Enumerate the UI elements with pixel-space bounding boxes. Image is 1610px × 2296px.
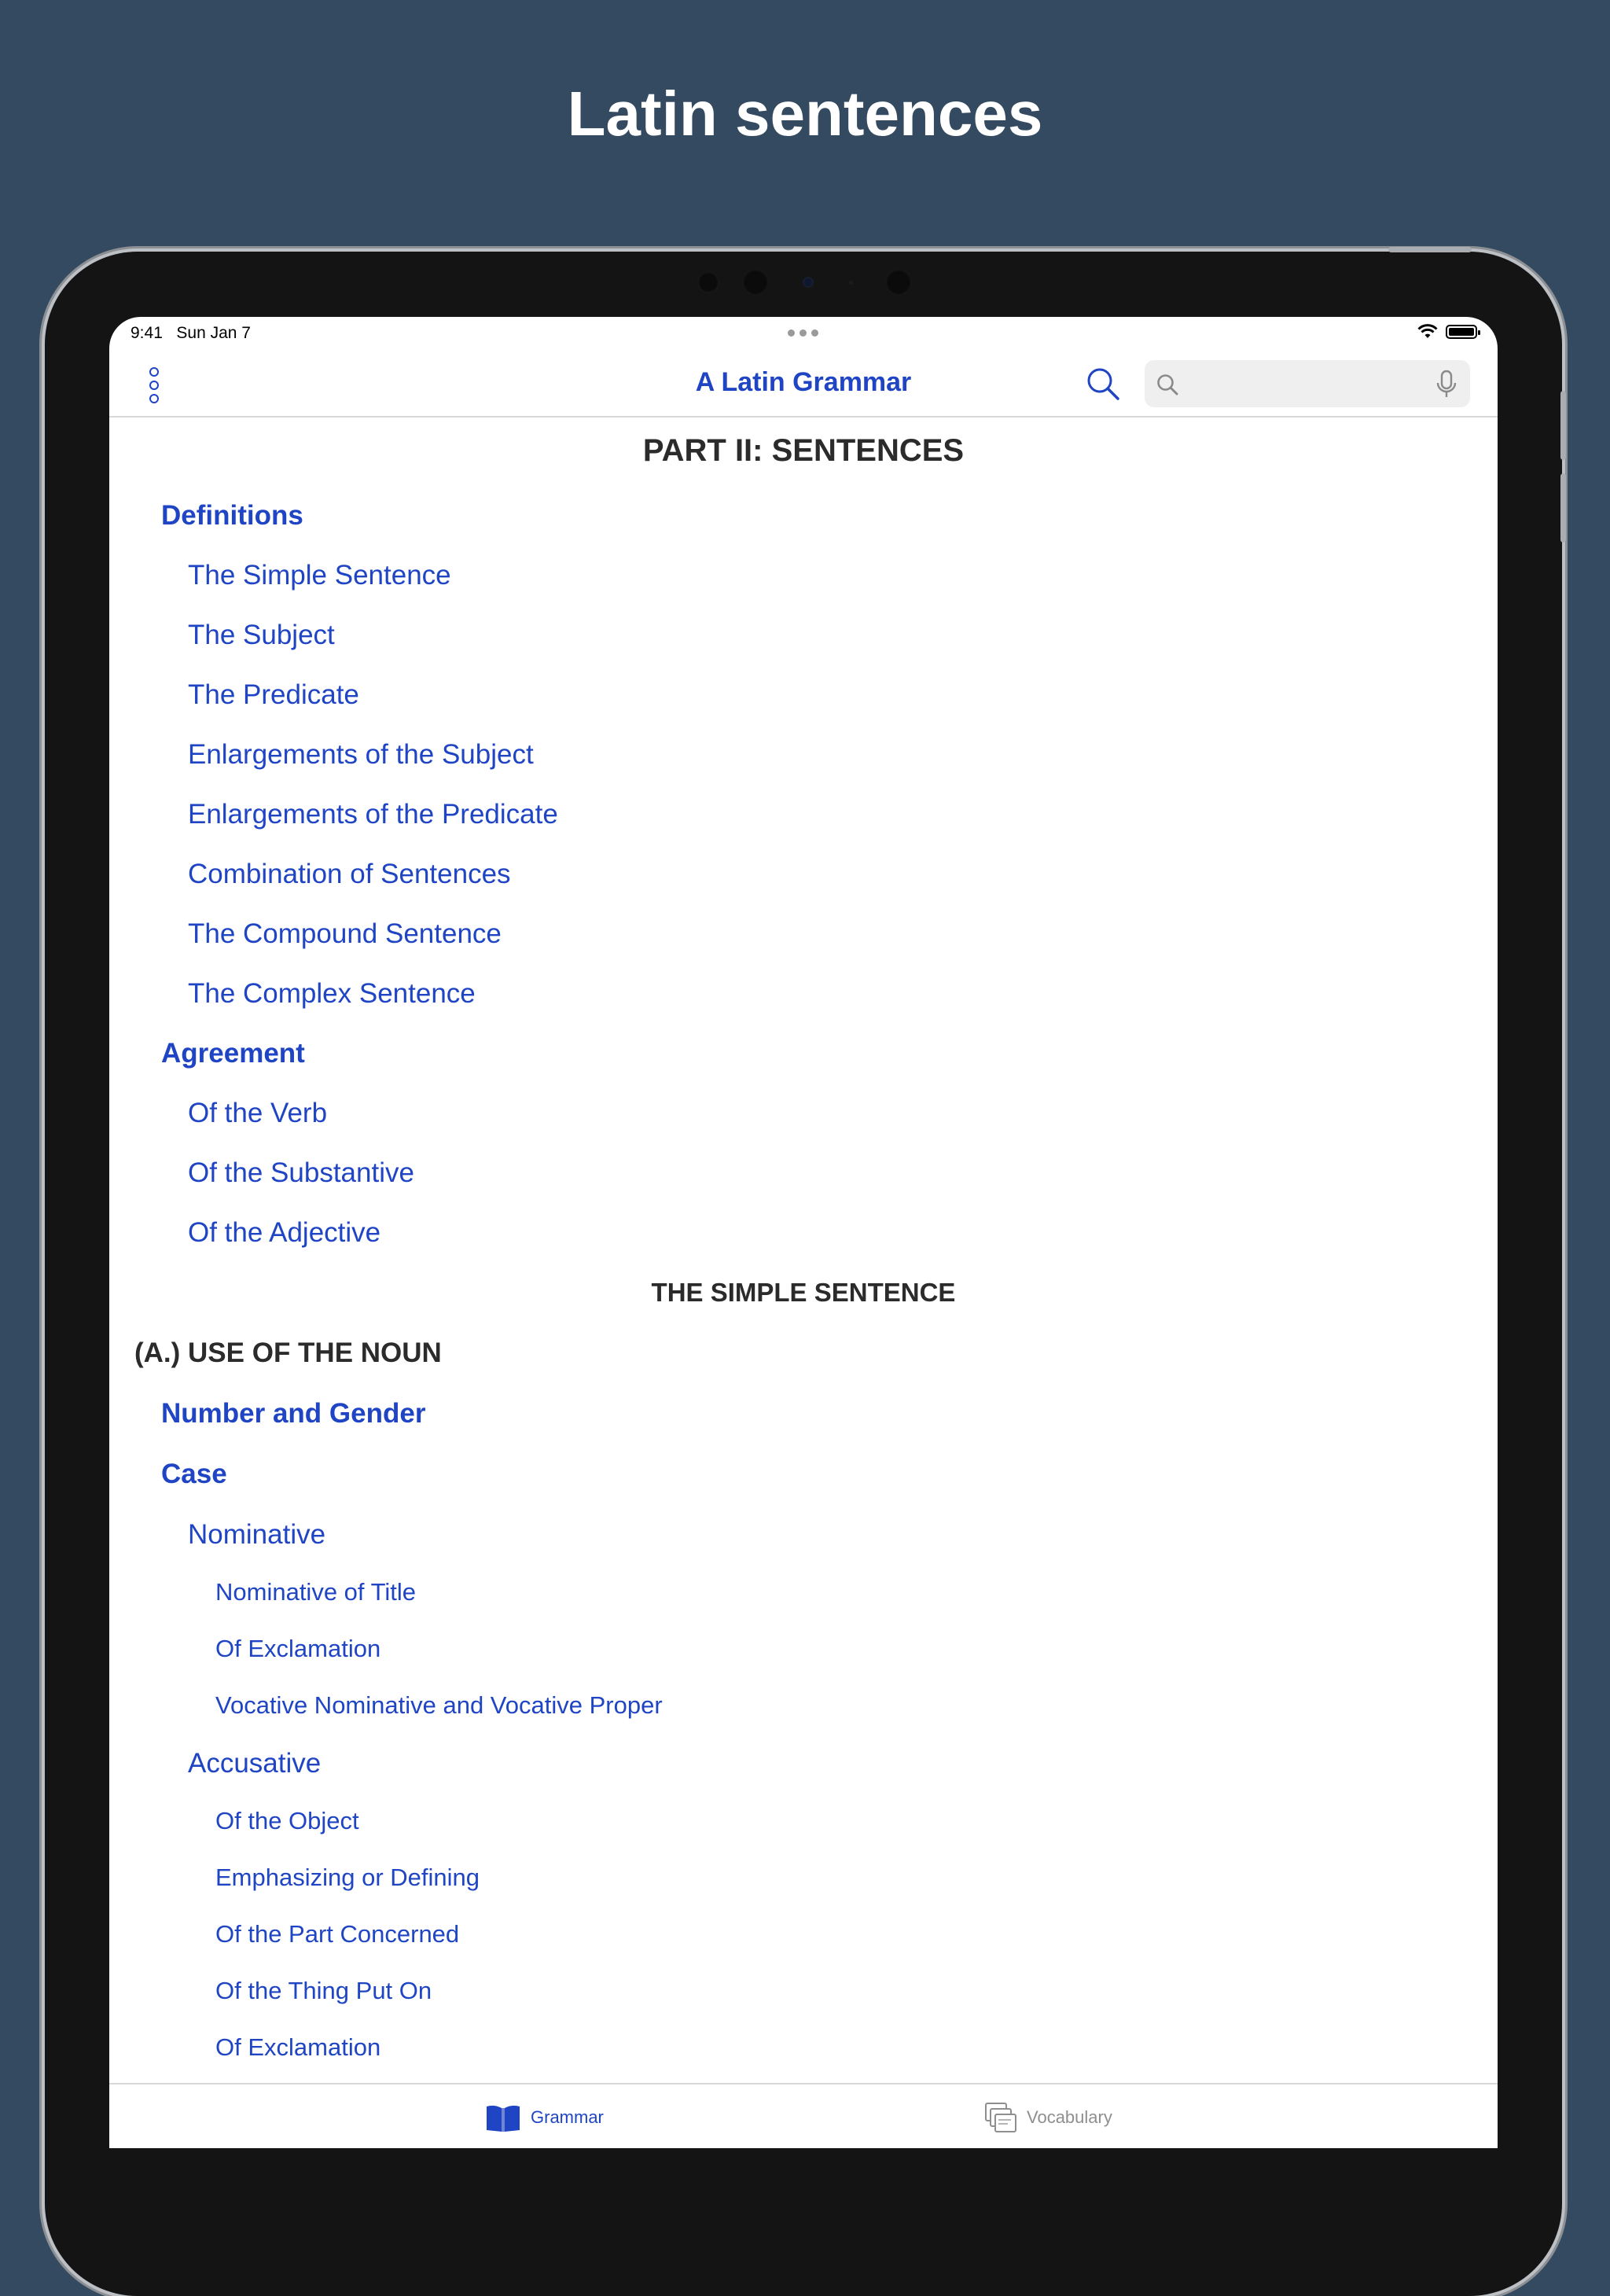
toc-link-number-and-gender[interactable]: Number and Gender xyxy=(161,1398,426,1429)
cards-icon xyxy=(984,2102,1017,2133)
status-indicators xyxy=(1417,324,1477,340)
book-icon xyxy=(485,2102,521,2133)
wifi-icon xyxy=(1417,324,1438,340)
multitasking-dots[interactable] xyxy=(788,329,818,337)
search-field[interactable] xyxy=(1145,360,1470,407)
toc-link-case[interactable]: Case xyxy=(161,1459,227,1489)
toc-link[interactable]: Enlargements of the Predicate xyxy=(188,799,558,830)
volume-down-button xyxy=(1560,473,1566,543)
toc-link-nominative[interactable]: Nominative xyxy=(188,1519,326,1550)
nav-title: A Latin Grammar xyxy=(695,367,912,397)
status-time-date xyxy=(130,324,251,343)
toc-link[interactable]: Of the Part Concerned xyxy=(215,1920,460,1948)
sensor-dot xyxy=(742,269,769,296)
microphone-icon[interactable] xyxy=(1435,370,1457,399)
battery-icon xyxy=(1446,325,1477,339)
magnifier-icon xyxy=(1156,373,1179,396)
toc-link[interactable]: Combination of Sentences xyxy=(188,859,511,889)
promo-headline: Latin sentences xyxy=(567,79,1043,149)
sensor-dot xyxy=(849,281,853,285)
toc-link[interactable]: Enlargements of the Subject xyxy=(188,739,534,770)
search-input[interactable] xyxy=(1187,360,1426,409)
sensor-dot xyxy=(697,271,719,293)
front-camera xyxy=(803,277,814,288)
toc-link-definitions[interactable]: Definitions xyxy=(161,500,303,531)
tab-vocabulary[interactable] xyxy=(984,2102,1112,2133)
toc-link[interactable]: The Complex Sentence xyxy=(188,978,476,1009)
part-title: PART II: SENTENCES xyxy=(642,433,965,468)
volume-up-button xyxy=(1560,391,1566,460)
toc-link[interactable]: Vocative Nominative and Vocative Proper xyxy=(215,1691,663,1719)
simple-sentence-heading: THE SIMPLE SENTENCE xyxy=(651,1278,956,1307)
toc-link[interactable]: Of the Verb xyxy=(188,1098,328,1128)
toc-link[interactable]: Of the Object xyxy=(215,1807,359,1834)
tab-vocabulary-label: Vocabulary xyxy=(1027,2107,1112,2127)
status-time: 9:41 xyxy=(130,324,163,342)
use-of-noun-heading: (A.) USE OF THE NOUN xyxy=(134,1337,442,1368)
toc-link[interactable]: Of the Substantive xyxy=(188,1157,414,1188)
toc-link[interactable]: Nominative of Title xyxy=(215,1578,416,1606)
app-screen xyxy=(109,317,1498,2148)
tab-bar xyxy=(109,2083,1498,2148)
toc-link[interactable]: The Simple Sentence xyxy=(188,560,451,591)
tab-grammar-label: Grammar xyxy=(531,2107,604,2127)
search-button[interactable] xyxy=(1085,366,1121,402)
tab-grammar[interactable] xyxy=(485,2102,604,2133)
toc-link-agreement[interactable]: Agreement xyxy=(161,1038,305,1069)
toc-link[interactable]: The Subject xyxy=(188,620,335,650)
toc-link[interactable]: Of the Thing Put On xyxy=(215,1977,432,2004)
navigation-bar xyxy=(109,348,1498,418)
status-date: Sun Jan 7 xyxy=(176,324,251,342)
toc-link-accusative[interactable]: Accusative xyxy=(188,1748,322,1779)
toc-link[interactable]: Emphasizing or Defining xyxy=(215,1864,480,1891)
status-bar xyxy=(109,317,1498,348)
toc-link[interactable]: The Predicate xyxy=(188,679,359,710)
toc-link[interactable]: Of Exclamation xyxy=(215,1635,381,1662)
toc-link[interactable]: Of Exclamation xyxy=(215,2033,381,2061)
top-button xyxy=(1388,247,1472,252)
sensor-dot xyxy=(885,269,912,296)
toc-link[interactable]: The Compound Sentence xyxy=(188,918,502,949)
toc-link[interactable]: Of the Adjective xyxy=(188,1217,381,1248)
